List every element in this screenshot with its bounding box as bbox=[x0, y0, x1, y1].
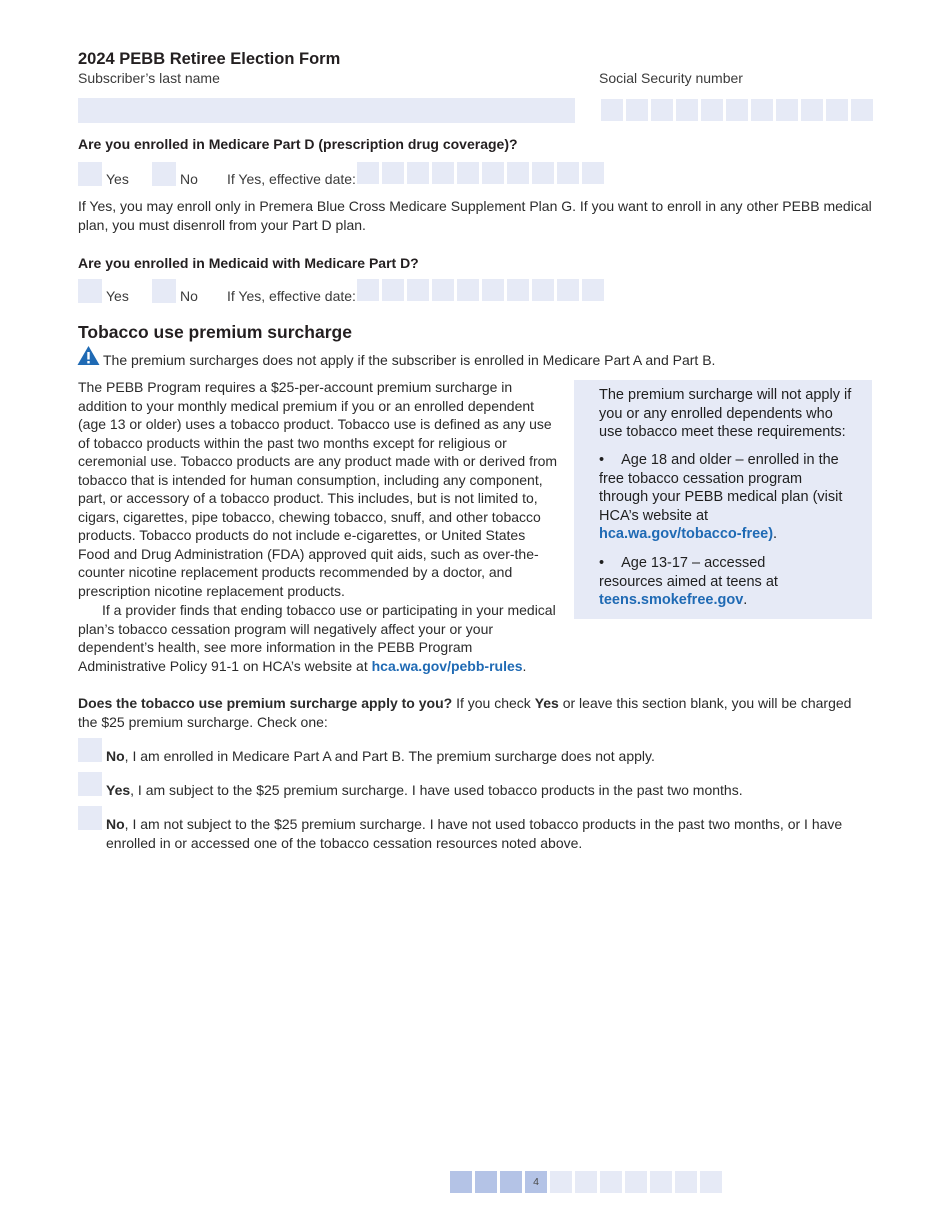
page-indicator bbox=[450, 1171, 722, 1193]
last-name-label: Subscriber’s last name bbox=[78, 70, 220, 86]
tobacco-body-p1: The PEBB Program requires a $25-per-account premium surcharge in addition to your monthly medical premium if you or an enrolled dependent (age 13 or older) uses a tobacco product. Tobacco use is defined as any use of tobacco products within the past two months except for religious or ceremonial use. Tobacco products are any product made with or derived from tobacco that is intended for human consumption, including any component, part, or accessory of a tobacco product. This includes, but is not limited to, cigars, cigarettes, pipe tobacco, chewing tobacco, snuff, and other tobacco products. Tobacco products do not include e-cigarettes, or United States Food and Drug Administration (FDA) approved quit aids, such as over-the-counter nicotine replacement products recommended by a doctor, and prescription nicotine replacement products. bbox=[78, 379, 558, 599]
pebb-rules-link[interactable]: hca.wa.gov/pebb-rules bbox=[371, 657, 523, 674]
sidebar-item-adult-text: Age 18 and older – enrolled in the free tobacco cessation program through your PEBB medical plan (visit HCA’s website at bbox=[599, 452, 843, 524]
medicaid-date-field[interactable] bbox=[357, 279, 604, 301]
surcharge-question bbox=[78, 694, 873, 731]
medicaid-yes-label: Yes bbox=[106, 288, 129, 304]
option-text: , I am enrolled in Medicare Part A and Part B. The premium surcharge does not apply. bbox=[124, 748, 655, 764]
form-title: 2024 PEBB Retiree Election Form bbox=[78, 50, 341, 68]
tobacco-warning: The premium surcharges does not apply if the subscriber is enrolled in Medicare Part A and Part B. bbox=[103, 352, 716, 368]
ssn-field[interactable] bbox=[601, 99, 873, 121]
medicare-d-note: If Yes, you may enroll only in Premera Blue Cross Medicare Supplement Plan G. If you want to enroll in any other PEBB medical plan, you must disenroll from your Part D plan. bbox=[78, 198, 872, 233]
option-lead: No bbox=[106, 816, 125, 832]
medicare-d-no-label: No bbox=[180, 171, 198, 187]
page-number: 4 bbox=[525, 1171, 547, 1193]
bullet: • bbox=[599, 452, 605, 468]
sidebar-item-teen-text: Age 13-17 – accessed resources aimed at teens at bbox=[599, 555, 778, 590]
medicaid-question: Are you enrolled in Medicaid with Medicare Part D? bbox=[78, 255, 419, 271]
medicaid-date-label: If Yes, effective date: bbox=[227, 288, 356, 304]
surcharge-question-text: If you check bbox=[452, 695, 535, 711]
medicare-d-date-field[interactable] bbox=[357, 162, 604, 184]
tobacco-body-p2-end: . bbox=[522, 657, 527, 674]
exemption-sidebar bbox=[574, 380, 872, 619]
surcharge-option-checkbox[interactable] bbox=[78, 772, 102, 796]
medicare-d-yes-checkbox[interactable] bbox=[78, 162, 102, 186]
ssn-label: Social Security number bbox=[599, 70, 743, 86]
medicare-d-no-checkbox[interactable] bbox=[152, 162, 176, 186]
option-text: , I am not subject to the $25 premium surcharge. I have not used tobacco products in the past two months, or I have enrolled in or accessed one of the tobacco cessation resources noted above. bbox=[106, 816, 843, 851]
bullet: • bbox=[599, 555, 605, 571]
smokefree-link[interactable]: teens.smokefree.gov bbox=[599, 592, 744, 608]
surcharge-question-bold: Does the tobacco use premium surcharge apply to you? bbox=[78, 695, 453, 711]
medicare-d-yes-label: Yes bbox=[106, 171, 129, 187]
tobacco-body-p2-text: If a provider finds that ending tobacco use or participating in your medical plan’s tobacco cessation program will negatively affect your or your dependent’s health, see more information in the PEBB Program Administrative Policy 91-1 on HCA’s website at bbox=[78, 602, 556, 674]
last-name-field[interactable] bbox=[78, 98, 575, 123]
option-lead: No bbox=[106, 748, 125, 764]
sidebar-intro: The premium surcharge will not apply if you or any enrolled dependents who use tobacco meet these requirements: bbox=[599, 387, 852, 440]
tobacco-body-p2 bbox=[78, 601, 558, 675]
surcharge-option-subject bbox=[106, 781, 876, 800]
surcharge-question-yes: Yes bbox=[534, 695, 559, 711]
medicaid-yes-checkbox[interactable] bbox=[78, 279, 102, 303]
sidebar-item-adult bbox=[599, 451, 854, 544]
surcharge-option-checkbox[interactable] bbox=[78, 806, 102, 830]
medicare-d-question: Are you enrolled in Medicare Part D (prescription drug coverage)? bbox=[78, 136, 518, 152]
tobacco-heading: Tobacco use premium surcharge bbox=[78, 322, 352, 342]
surcharge-question-text-2: or leave this section blank, you will be charged the $25 premium surcharge. Check one: bbox=[78, 695, 852, 730]
tobacco-free-link[interactable]: hca.wa.gov/tobacco-free) bbox=[599, 526, 774, 542]
option-lead: Yes bbox=[106, 782, 131, 798]
medicaid-no-checkbox[interactable] bbox=[152, 279, 176, 303]
sidebar-item-adult-end: . bbox=[773, 526, 778, 542]
medicare-d-date-label: If Yes, effective date: bbox=[227, 171, 356, 187]
surcharge-option-medicare bbox=[106, 747, 876, 766]
warning-icon bbox=[77, 345, 100, 371]
sidebar-item-teen-end: . bbox=[743, 592, 748, 608]
option-text: , I am subject to the $25 premium surcharge. I have used tobacco products in the past two months. bbox=[130, 782, 743, 798]
surcharge-option-not-subject bbox=[106, 815, 876, 852]
medicaid-no-label: No bbox=[180, 288, 198, 304]
surcharge-option-checkbox[interactable] bbox=[78, 738, 102, 762]
sidebar-item-teen bbox=[599, 554, 809, 610]
